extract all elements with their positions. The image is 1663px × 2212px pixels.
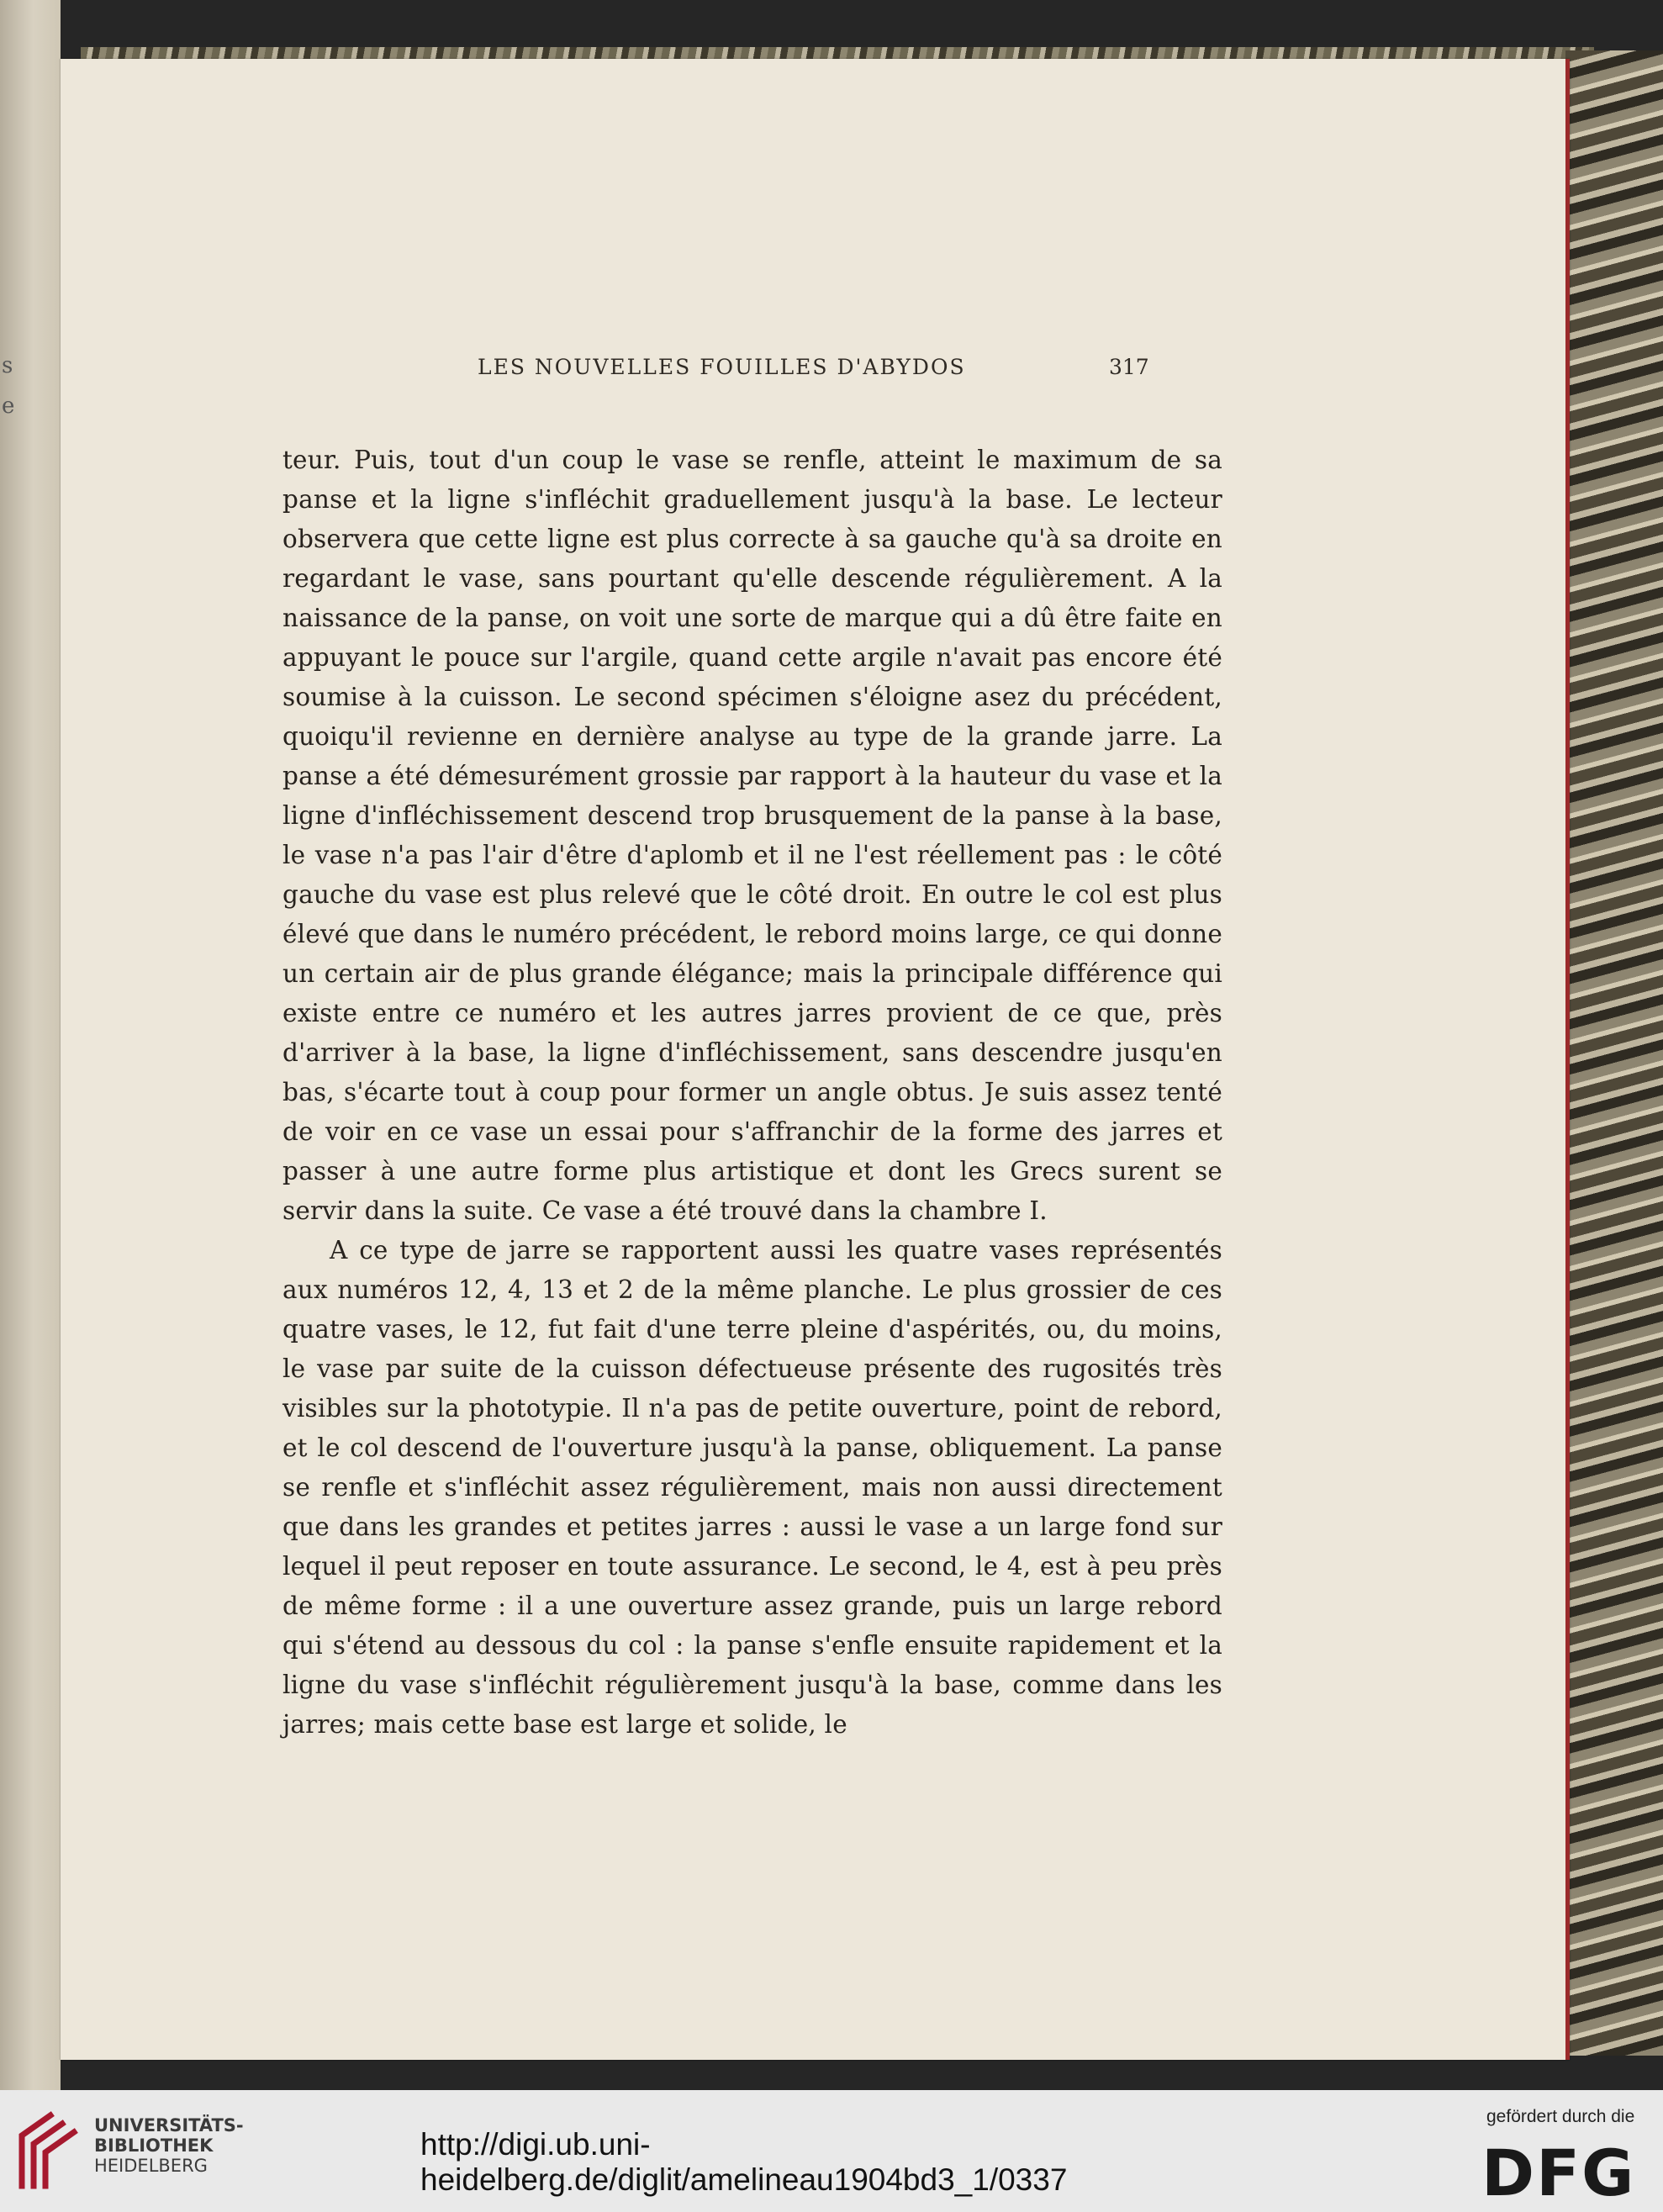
- body-text: [282, 441, 1222, 1745]
- paragraph: A ce type de jarre se rapportent aussi les quatre vases représentés aux numéros 12, 4, 13 et 2 de la même planche. Le plus grossier de ces quatre vases, le 12, fut fait d'une terre pleine d'aspérités, ou, du moins, le vase par suite de la cuisson défectueuse présente des rugosités très visibles sur la phototypie. Il n'a pas de petite ouverture, point de rebord, et le col descend de l'ouverture jusqu'à la panse, obliquement. La panse se renfle et s'infléchit assez régulièrement, mais non aussi directement que dans les grandes et petites jarres : aussi le vase a un large fond sur lequel il peut reposer en toute assurance. Le second, le 4, est à peu près de même forme : il a une ouverture assez grande, puis un large rebord qui s'étend au dessous du col : la panse s'enfle ensuite rapidement et la ligne du vase s'infléchit régulièrement jusqu'à la base, comme dans les jarres; mais cette base est large et solide, le: [282, 1236, 1222, 1739]
- permalink-url[interactable]: http://digi.ub.uni-heidelberg.de/diglit/amelineau1904bd3_1/0337: [420, 2127, 1068, 2197]
- footer-bar: [0, 2090, 1663, 2212]
- running-head: [61, 343, 1570, 393]
- paragraph: teur. Puis, tout d'un coup le vase se renfle, atteint le maximum de sa panse et la ligne s'infléchit graduellement jusqu'à la base. Le lecteur observera que cette ligne est plus correcte à sa gauche qu'à sa droite en regardant le vase, sans pourtant qu'elle descende régulièrement. A la naissance de la panse, on voit une sorte de marque qui a dû être faite en appuyant le pouce sur l'argile, quand cette argile n'avait pas encore été soumise à la cuisson. Le second spécimen s'éloigne asez du précédent, quoiqu'il revienne en dernière analyse au type de la grande jarre. La panse a été démesurément grossie par rapport à la hauteur du vase et la ligne d'infléchissement descend trop brusquement de la panse à la base, le vase n'a pas l'air d'être d'aplomb et il ne l'est réellement pas : le côté gauche du vase est plus relevé que le côté droit. En outre le col est plus élevé que dans le numéro précédent, le rebord moins large, ce qui donne un certain air de plus grande élégance; mais la principale différence qui existe entre ce numéro et les autres jarres provient de ce que, près d'arriver à la base, la ligne d'infléchissement, sans descendre jusqu'en bas, s'écarte tout à coup pour former un angle obtus. Je suis assez tenté de voir en ce vase un essai pour s'affranchir de la forme des jarres et passer à une autre forme plus artistique et dont les Grecs surent se servir dans la suite. Ce vase a été trouvé dans la chambre I.: [282, 446, 1222, 1225]
- funding-caption: gefördert durch die: [1486, 2107, 1635, 2126]
- book-page: [61, 59, 1570, 2060]
- page-number: 317: [1109, 355, 1149, 379]
- library-name-line: UNIVERSITÄTS-: [94, 2115, 244, 2135]
- library-name-line: BIBLIOTHEK: [94, 2135, 214, 2156]
- university-library-logo-icon: [17, 2110, 82, 2191]
- left-page-edge: [0, 0, 61, 2090]
- running-title: LES NOUVELLES FOUILLES D'ABYDOS: [478, 355, 966, 379]
- university-library-name: [94, 2115, 244, 2176]
- library-name-line: HEIDELBERG: [94, 2156, 208, 2176]
- left-page-glyph: s: [2, 353, 13, 378]
- dfg-logo: DFG: [1481, 2135, 1636, 2210]
- marbled-cover-edge: [1565, 50, 1663, 2056]
- left-page-glyph: e: [2, 393, 15, 419]
